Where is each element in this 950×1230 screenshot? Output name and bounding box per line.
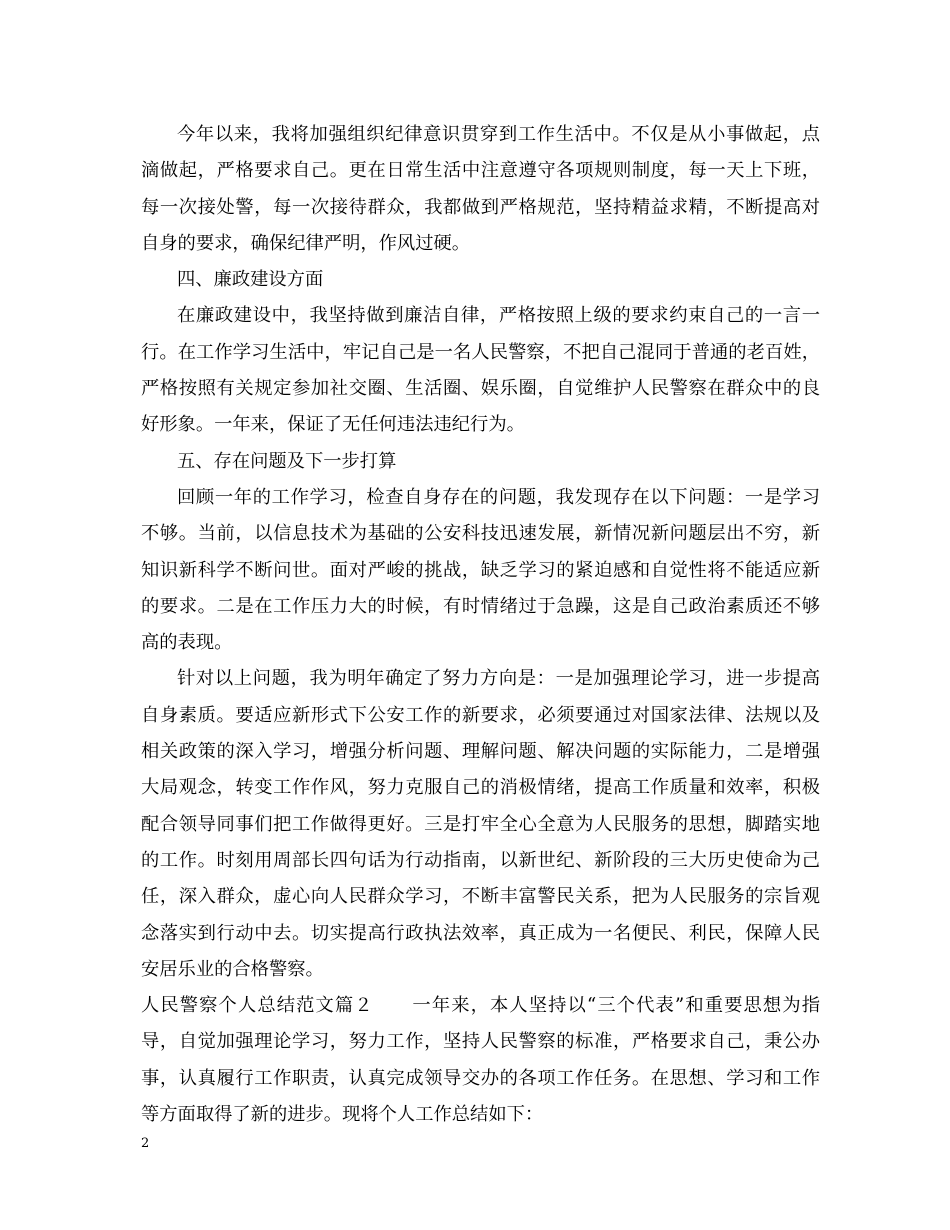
text-line: 等方面取得了新的进步。现将个人工作总结如下： (141, 1104, 544, 1126)
page-number: 2 (141, 1136, 150, 1151)
text-line: 相关政策的深入学习，增强分析问题、理解问题、解决问题的实际能力，二是增强 (141, 741, 820, 763)
text-line: 在廉政建设中，我坚持做到廉洁自律，严格按照上级的要求约束自己的一言一 (177, 305, 820, 327)
text-line: 四、廉政建设方面 (177, 269, 324, 291)
text-line: 滴做起，严格要求自己。更在日常生活中注意遵守各项规则制度，每一天上下班， (141, 160, 820, 182)
document-body (141, 117, 820, 1133)
text-line: 好形象。一年来，保证了无任何违法违纪行为。 (141, 414, 525, 436)
text-line: 事，认真履行工作职责，认真完成领导交办的各项工作任务。在思想、学习和工作 (141, 1067, 820, 1089)
text-line: 知识新科学不断问世。面对严峻的挑战，缺乏学习的紧迫感和自觉性将不能适应新 (141, 559, 820, 581)
text-line: 自身的要求，确保纪律严明，作风过硬。 (141, 232, 471, 254)
text-line: 不够。当前，以信息技术为基础的公安科技迅速发展，新情况新问题层出不穷，新 (141, 523, 820, 545)
text-line: 行。在工作学习生活中，牢记自己是一名人民警察，不把自己混同于普通的老百姓， (141, 341, 820, 363)
text-line: 高的表现。 (141, 632, 233, 654)
text-line: 人民警察个人总结范文篇２ 一年来，本人坚持以“三个代表”和重要思想为指 (141, 995, 820, 1017)
text-line: 导，自觉加强理论学习，努力工作，坚持人民警察的标准，严格要求自己，秉公办 (141, 1031, 820, 1053)
text-line: 回顾一年的工作学习，检查自身存在的问题，我发现存在以下问题：一是学习 (177, 486, 820, 508)
text-line: 五、存在问题及下一步打算 (177, 450, 397, 472)
text-line: 配合领导同事们把工作做得更好。三是打牢全心全意为人民服务的思想，脚踏实地 (141, 813, 820, 835)
text-line: 念落实到行动中去。切实提高行政执法效率，真正成为一名便民、利民，保障人民 (141, 922, 820, 944)
text-line: 安居乐业的合格警察。 (141, 958, 324, 980)
text-line: 每一次接处警，每一次接待群众，我都做到严格规范，坚持精益求精，不断提高对 (141, 196, 820, 218)
text-line: 的工作。时刻用周部长四句话为行动指南，以新世纪、新阶段的三大历史使命为己 (141, 849, 820, 871)
text-line: 针对以上问题，我为明年确定了努力方向是：一是加强理论学习，进一步提高 (177, 668, 820, 690)
text-line: 任，深入群众，虚心向人民群众学习，不断丰富警民关系，把为人民服务的宗旨观 (141, 886, 820, 908)
text-line: 的要求。二是在工作压力大的时候，有时情绪过于急躁，这是自己政治素质还不够 (141, 595, 820, 617)
text-line: 严格按照有关规定参加社交圈、生活圈、娱乐圈，自觉维护人民警察在群众中的良 (141, 378, 820, 400)
text-line: 自身素质。要适应新形式下公安工作的新要求，必须要通过对国家法律、法规以及 (141, 704, 820, 726)
text-line: 今年以来，我将加强组织纪律意识贯穿到工作生活中。不仅是从小事做起，点 (177, 124, 820, 145)
text-line: 大局观念，转变工作作风，努力克服自己的消极情绪，提高工作质量和效率，积极 (141, 777, 820, 799)
